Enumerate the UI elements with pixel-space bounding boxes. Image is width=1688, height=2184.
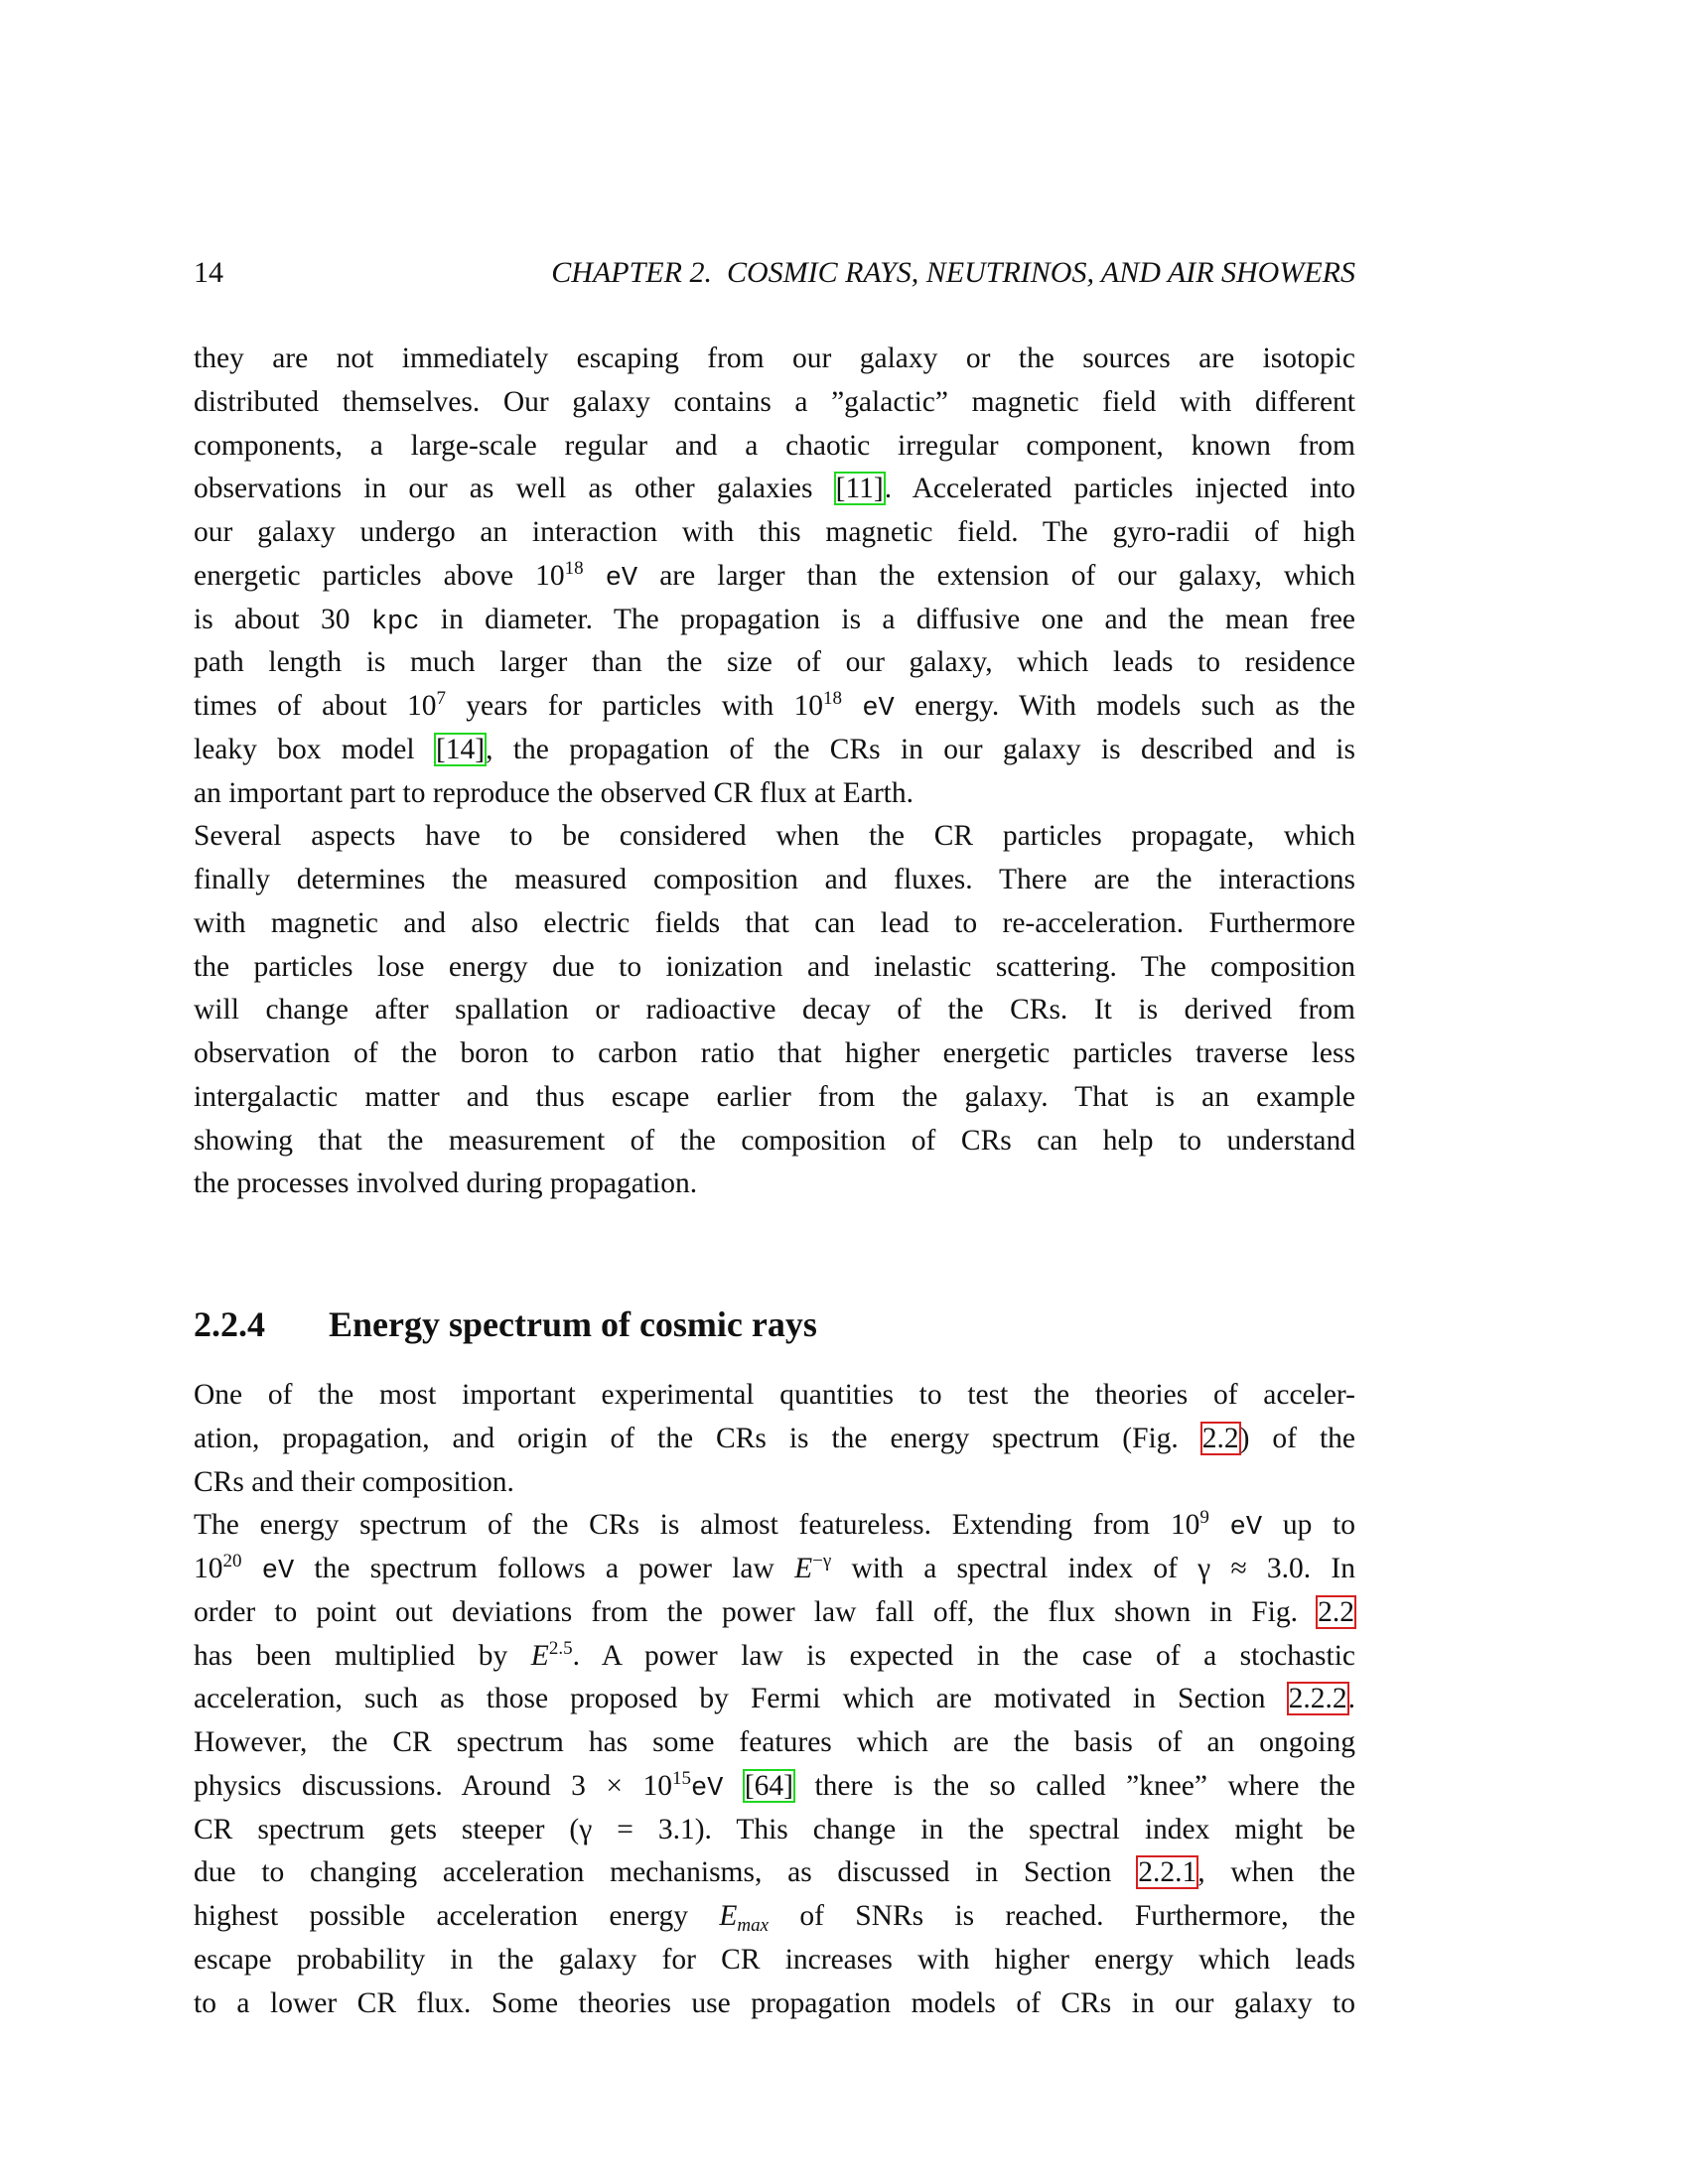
- text-line: [194, 946, 1355, 990]
- text-segment: , the propagation of the CRs in our galaxy is described and is: [486, 733, 1355, 765]
- text-segment: escape probability in the galaxy for CR increases with higher energy which leads: [194, 1943, 1355, 1976]
- unit-text: eV: [690, 1773, 724, 1804]
- text-segment: ation, propagation, and origin of the CRs is the energy spectrum (Fig.: [194, 1422, 1201, 1454]
- text-segment: an important part to reproduce the observed CR flux at Earth.: [194, 776, 914, 809]
- text-line: [194, 989, 1355, 1032]
- text-segment: [842, 690, 862, 722]
- superscript: 2.5: [548, 1637, 573, 1659]
- text-segment: . Accelerated particles injected into: [884, 473, 1355, 505]
- text-segment: is about 30: [194, 603, 371, 635]
- text-segment: years for particles with 10: [445, 690, 824, 722]
- text-segment: distributed themselves. Our galaxy contains a ”galactic” magnetic field with different: [194, 385, 1355, 418]
- text-segment: components, a large-scale regular and a chaotic irregular component, known from: [194, 429, 1355, 462]
- text-segment: .: [1347, 1683, 1355, 1715]
- superscript: 15: [671, 1767, 691, 1789]
- text-segment: order to point out deviations from the power law fall off, the flux shown in Fig.: [194, 1595, 1318, 1628]
- math-symbol: E: [794, 1553, 813, 1584]
- unit-text: eV: [261, 1557, 295, 1586]
- citation-link[interactable]: [64]: [744, 1769, 794, 1802]
- text-line: [194, 1635, 1355, 1679]
- text-segment: [242, 1553, 262, 1584]
- text-line: [194, 381, 1355, 425]
- math-symbol: E: [719, 1900, 738, 1932]
- superscript: 18: [564, 557, 584, 579]
- citation-link[interactable]: [14]: [435, 733, 486, 765]
- text-segment: , when the: [1197, 1856, 1355, 1889]
- text-segment: energetic particles above 10: [194, 559, 565, 592]
- unit-text: kpc: [370, 607, 420, 637]
- superscript: 9: [1199, 1507, 1209, 1529]
- text-segment: CRs and their composition.: [194, 1465, 514, 1498]
- text-segment: to a lower CR flux. Some theories use propagation models of CRs in our galaxy to: [194, 1986, 1355, 2019]
- text-line: [194, 425, 1355, 469]
- section-title: Energy spectrum of cosmic rays: [329, 1304, 817, 1344]
- text-line: [194, 859, 1355, 902]
- cross-reference-link[interactable]: 2.2: [1318, 1595, 1354, 1628]
- text-line: [194, 1591, 1355, 1635]
- text-line: [194, 772, 1355, 816]
- text-line: [194, 468, 1355, 511]
- cross-reference-link[interactable]: 2.2: [1201, 1422, 1239, 1454]
- text-segment: The energy spectrum of the CRs is almost featureless. Extending from 10: [194, 1509, 1200, 1542]
- text-segment: times of about 10: [194, 690, 437, 722]
- text-segment: are larger than the extension of our galaxy, which: [637, 559, 1356, 592]
- superscript: −γ: [812, 1551, 832, 1571]
- text-line: [194, 1548, 1355, 1591]
- text-line: [194, 511, 1355, 555]
- text-segment: with a spectral index of γ ≈ 3.0. In: [831, 1553, 1355, 1584]
- text-line: [194, 1162, 1355, 1206]
- text-line: [194, 1939, 1355, 1982]
- text-line: [194, 1765, 1355, 1809]
- text-segment: acceleration, such as those proposed by Fermi which are motivated in Section: [194, 1683, 1288, 1715]
- superscript: 20: [222, 1551, 242, 1571]
- subscript: max: [737, 1915, 770, 1936]
- text-segment: [1209, 1509, 1230, 1541]
- math-symbol: E: [530, 1639, 549, 1672]
- text-line: [194, 1374, 1355, 1418]
- text-line: [194, 1461, 1355, 1505]
- text-segment: showing that the measurement of the composition of CRs can help to understand: [194, 1124, 1355, 1157]
- text-line: [194, 1851, 1355, 1895]
- text-segment: in diameter. The propagation is a diffusive one and the mean free: [419, 603, 1356, 635]
- text-line: [194, 1678, 1355, 1721]
- text-line: [194, 1809, 1355, 1852]
- text-line: [194, 902, 1355, 946]
- text-segment: highest possible acceleration energy: [194, 1900, 720, 1932]
- text-line: [194, 1076, 1355, 1120]
- text-segment: up to: [1262, 1509, 1356, 1542]
- text-segment: observation of the boron to carbon ratio that higher energetic particles traverse less: [194, 1037, 1355, 1069]
- text-segment: observations in our as well as other galaxies: [194, 473, 835, 505]
- text-segment: our galaxy undergo an interaction with this magnetic field. The gyro-radii of high: [194, 516, 1355, 548]
- text-segment: ) of the: [1239, 1422, 1355, 1454]
- text-segment: finally determines the measured composition and fluxes. There are the interactions: [194, 864, 1355, 895]
- body-text-propagation: [194, 338, 1355, 1206]
- text-segment: However, the CR spectrum has some features which are the basis of an ongoing: [194, 1726, 1355, 1758]
- text-line: [194, 1032, 1355, 1076]
- text-line: [194, 1895, 1355, 1939]
- text-segment: path length is much larger than the size of our galaxy, which leads to residence: [194, 646, 1355, 679]
- text-segment: [723, 1770, 743, 1802]
- text-segment: Several aspects have to be considered when the CR particles propagate, which: [194, 820, 1355, 853]
- text-segment: has been multiplied by: [194, 1639, 531, 1672]
- text-segment: they are not immediately escaping from our galaxy or the sources are isotopic: [194, 342, 1355, 374]
- text-segment: One of the most important experimental quantities to test the theories of acceler-: [194, 1379, 1355, 1411]
- text-segment: of SNRs is reached. Furthermore, the: [769, 1900, 1355, 1932]
- text-line: [194, 1418, 1355, 1461]
- section-heading: [194, 1302, 817, 1346]
- text-line: [194, 555, 1355, 599]
- text-segment: physics discussions. Around 3 × 10: [194, 1769, 672, 1802]
- text-line: [194, 1504, 1355, 1548]
- text-segment: the spectrum follows a power law: [294, 1553, 795, 1584]
- text-segment: . A power law is expected in the case of a stochastic: [572, 1639, 1356, 1672]
- text-line: [194, 338, 1355, 381]
- cross-reference-link[interactable]: 2.2.1: [1138, 1856, 1197, 1889]
- text-segment: will change after spallation or radioactive decay of the CRs. It is derived from: [194, 994, 1355, 1026]
- text-line: [194, 815, 1355, 859]
- cross-reference-link[interactable]: 2.2.2: [1288, 1683, 1347, 1715]
- unit-text: eV: [605, 563, 638, 594]
- text-segment: 10: [194, 1553, 223, 1584]
- text-segment: energy. With models such as the: [894, 690, 1355, 722]
- text-line: [194, 1120, 1355, 1163]
- superscript: 18: [823, 688, 843, 709]
- text-segment: leaky box model: [194, 733, 435, 765]
- text-line: [194, 641, 1355, 685]
- text-segment: there is the so called ”knee” where the: [794, 1769, 1356, 1802]
- text-segment: CR spectrum gets steeper (γ = 3.1). This change in the spectral index might be: [194, 1813, 1355, 1845]
- text-line: [194, 729, 1355, 772]
- text-line: [194, 1982, 1355, 2026]
- unit-text: eV: [862, 694, 895, 724]
- text-line: [194, 685, 1355, 729]
- text-segment: intergalactic matter and thus escape earlier from the galaxy. That is an example: [194, 1080, 1355, 1113]
- section-number: 2.2.4: [194, 1304, 265, 1344]
- text-segment: the particles lose energy due to ionization and inelastic scattering. The composition: [194, 950, 1355, 983]
- text-segment: with magnetic and also electric fields that can lead to re-acceleration. Furthermore: [194, 906, 1355, 939]
- superscript: 7: [436, 688, 446, 709]
- running-title: CHAPTER 2. COSMIC RAYS, NEUTRINOS, AND AIR SHOWERS: [551, 256, 1355, 289]
- unit-text: eV: [1229, 1513, 1263, 1544]
- citation-link[interactable]: [11]: [835, 473, 884, 505]
- text-segment: the processes involved during propagation.: [194, 1167, 698, 1200]
- page-number: 14: [194, 256, 223, 289]
- body-text-energy-spectrum: [194, 1374, 1355, 2025]
- text-line: [194, 1721, 1355, 1765]
- text-segment: [584, 560, 606, 592]
- text-line: [194, 599, 1355, 642]
- text-segment: due to changing acceleration mechanisms, as discussed in Section: [194, 1856, 1138, 1889]
